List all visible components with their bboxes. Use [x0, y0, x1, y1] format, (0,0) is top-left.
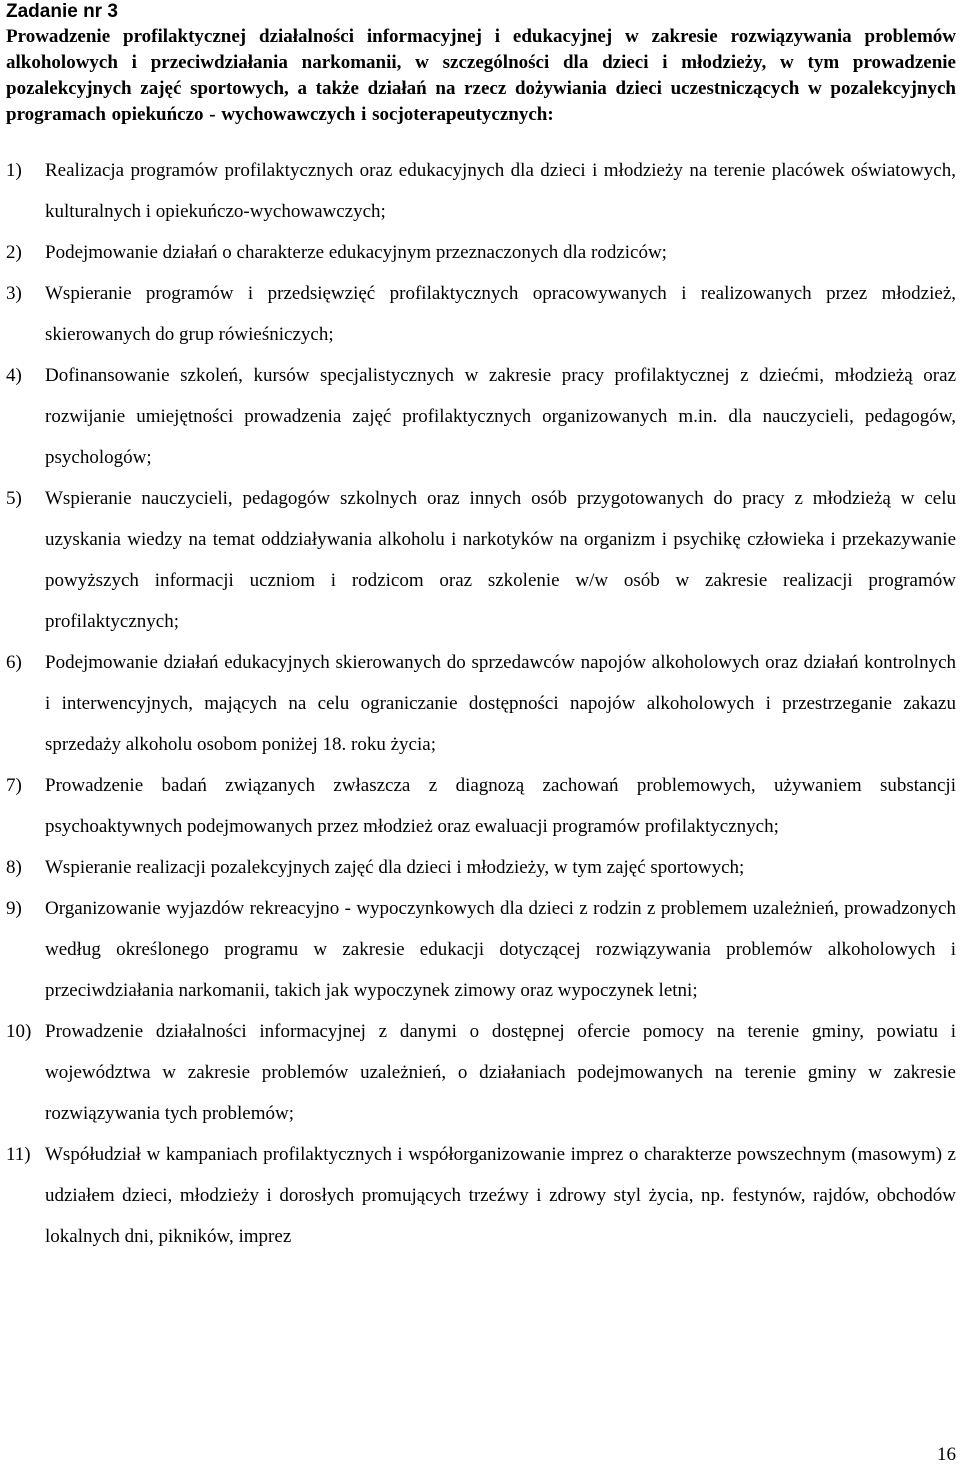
list-item-text: Realizacja programów profilaktycznych oraz edukacyjnych dla dzieci i młodzieży na terenie placówek oświatowych, kulturalnych i opiekuńczo-wychowawczych;	[45, 160, 956, 222]
task-header	[6, 0, 956, 128]
list-item-text: Wspieranie nauczycieli, pedagogów szkolnych oraz innych osób przygotowanych do pracy z młodzieżą w celu uzyskania wiedzy na temat oddziaływania alkoholu i narkotyków na organizm i psychikę człowieka i przekazywanie powyższych informacji uczniom i rodzicom oraz szkolenie w/w osób w zakresie realizacji programów profilaktycznych;	[45, 488, 956, 632]
list-item-text: Współudział w kampaniach profilaktycznych i współorganizowanie imprez o charakterze powszechnym (masowym) z udziałem dzieci, młodzieży i dorosłych promujących trzeźwy i zdrowy styl życia, np. festynów, rajdów, obchodów lokalnych dni, pikników, imprez	[45, 1144, 956, 1247]
list-item-text: Dofinansowanie szkoleń, kursów specjalistycznych w zakresie pracy profilaktycznej z dziećmi, młodzieżą oraz rozwijanie umiejętności prowadzenia zajęć profilaktycznych organizowanych m.in. dla nauczycieli, pedagogów, psychologów;	[45, 365, 956, 468]
list-item-text: Wspieranie realizacji pozalekcyjnych zajęć dla dzieci i młodzieży, w tym zajęć sportowych;	[45, 857, 745, 878]
list-item	[6, 273, 956, 355]
list-item-number: 5)	[6, 488, 22, 509]
list-item	[6, 847, 956, 888]
document-page	[6, 0, 956, 1257]
list-item-text: Podejmowanie działań edukacyjnych skierowanych do sprzedawców napojów alkoholowych oraz działań kontrolnych i interwencyjnych, mających na celu ograniczanie dostępności napojów alkoholowych i przestrzeganie zakazu sprzedaży alkoholu osobom poniżej 18. roku życia;	[45, 652, 956, 755]
list-item	[6, 765, 956, 847]
task-label: Zadanie nr 3	[6, 1, 118, 22]
page-number: 16	[937, 1444, 956, 1465]
list-item	[6, 1134, 956, 1257]
list-item-number: 1)	[6, 160, 22, 181]
list-item	[6, 1011, 956, 1134]
list-item-number: 6)	[6, 652, 22, 673]
list-item-text: Organizowanie wyjazdów rekreacyjno - wypoczynkowych dla dzieci z rodzin z problemem uzależnień, prowadzonych według określonego programu w zakresie edukacji dotyczącej rozwiązywania problemów alkoholowych i przeciwdziałania narkomanii, takich jak wypoczynek zimowy oraz wypoczynek letni;	[45, 898, 956, 1001]
list-item-number: 3)	[6, 283, 22, 304]
list-item-text: Podejmowanie działań o charakterze edukacyjnym przeznaczonych dla rodziców;	[45, 242, 667, 263]
list-item-text: Prowadzenie działalności informacyjnej z danymi o dostępnej ofercie pomocy na terenie gminy, powiatu i województwa w zakresie problemów uzależnień, o działaniach podejmowanych na terenie gminy w zakresie rozwiązywania tych problemów;	[45, 1021, 956, 1124]
list-item-text: Prowadzenie badań związanych zwłaszcza z diagnozą zachowań problemowych, używaniem substancji psychoaktywnych podejmowanych przez młodzież oraz ewaluacji programów profilaktycznych;	[45, 775, 956, 837]
list-item-number: 10)	[6, 1021, 32, 1042]
list-item-number: 2)	[6, 242, 22, 263]
list-item-number: 11)	[6, 1144, 31, 1165]
list-item	[6, 232, 956, 273]
list-item-number: 4)	[6, 365, 22, 386]
list-item	[6, 642, 956, 765]
list-item-number: 7)	[6, 775, 22, 796]
list-item	[6, 355, 956, 478]
list-item	[6, 888, 956, 1011]
list-item	[6, 150, 956, 232]
task-title: Prowadzenie profilaktycznej działalności informacyjnej i edukacyjnej w zakresie rozwiązywania problemów alkoholowych i przeciwdziałania narkomanii, w szczególności dla dzieci i młodzieży, w tym prowadzenie pozalekcyjnych zajęć sportowych, a także działań na rzecz dożywiania dzieci uczestniczących w pozalekcyjnych programach opiekuńczo - wychowawczych i socjoterapeutycznych:	[6, 26, 956, 125]
task-item-list	[6, 150, 956, 1257]
list-item-number: 9)	[6, 898, 22, 919]
list-item-text: Wspieranie programów i przedsięwzięć profilaktycznych opracowywanych i realizowanych przez młodzież, skierowanych do grup rówieśniczych;	[45, 283, 956, 345]
list-item	[6, 478, 956, 642]
list-item-number: 8)	[6, 857, 22, 878]
